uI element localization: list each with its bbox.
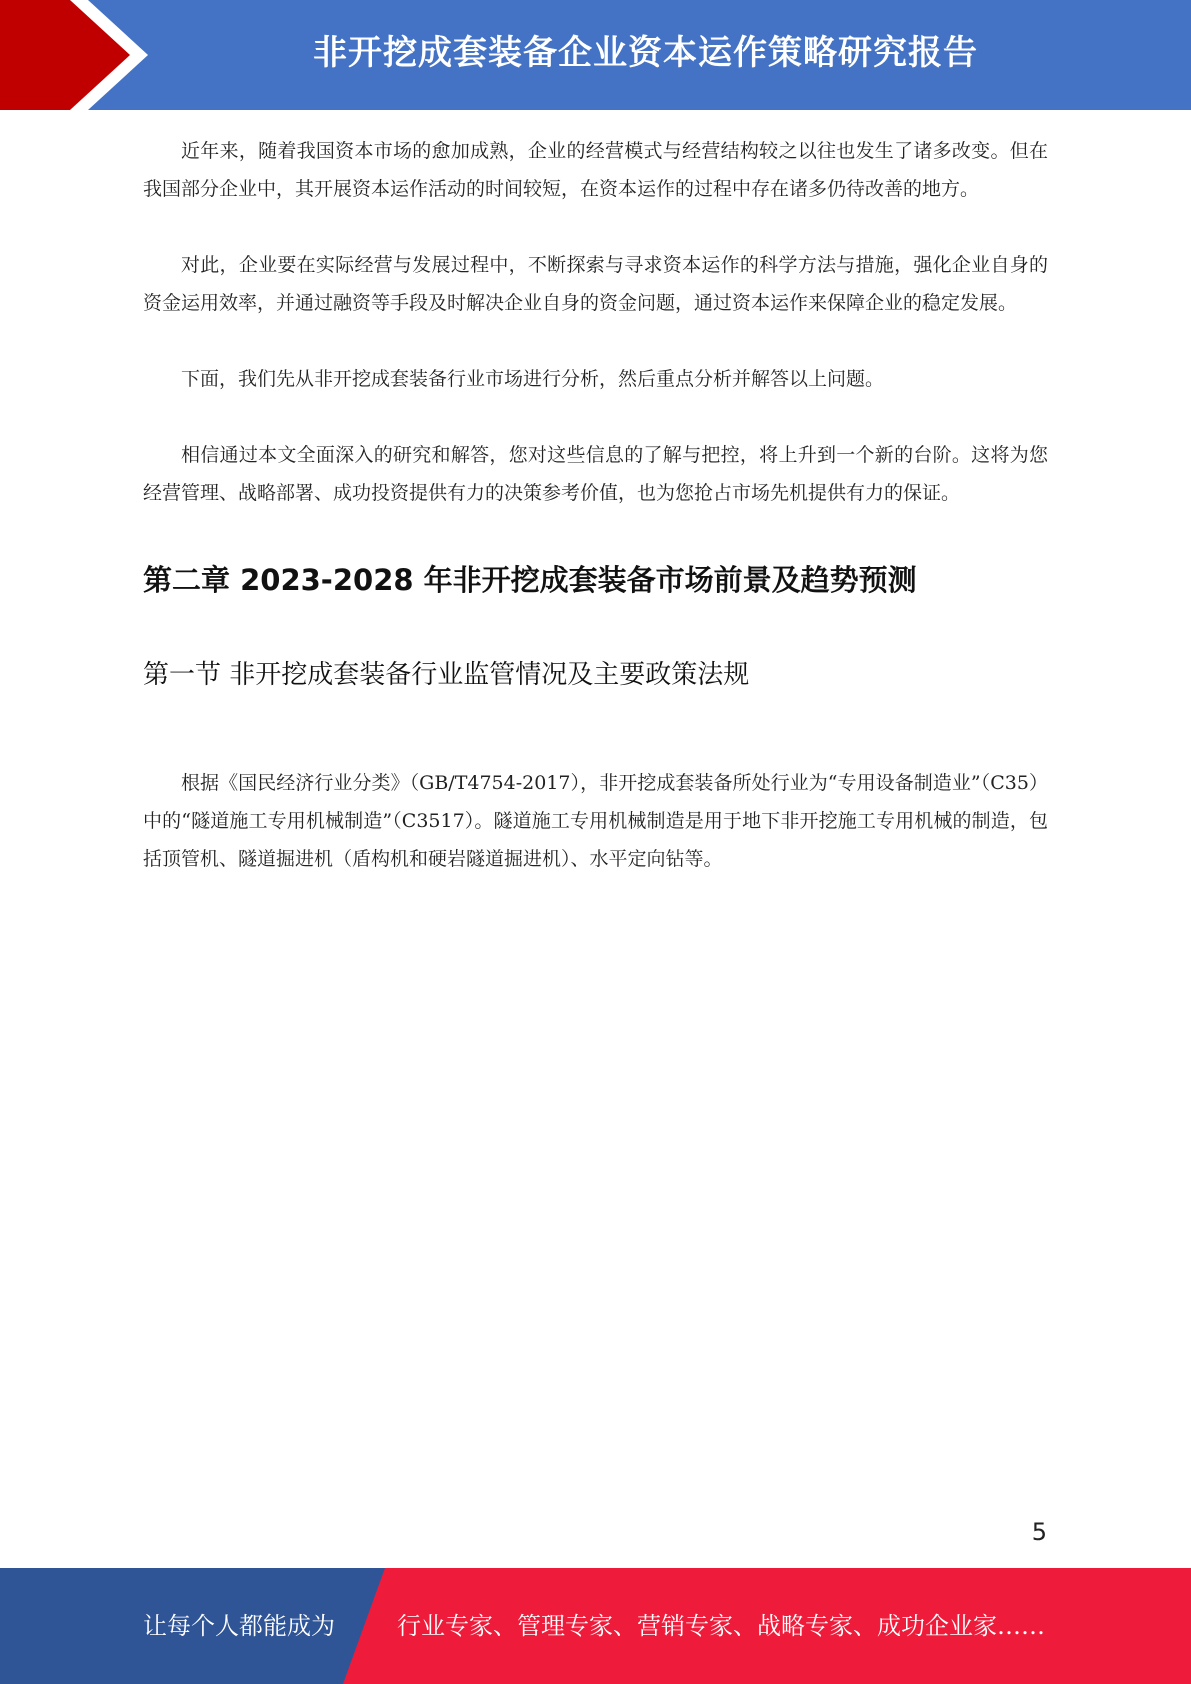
red-chevron-arrow-icon xyxy=(0,0,160,110)
section-paragraph: 根据《国民经济行业分类》（GB/T4754-2017），非开挖成套装备所处行业为“专用设备制造业”（C35）中的“隧道施工专用机械制造”（C3517）。隧道施工专用机械制造是用于地下非开挖施工专用机械的制造，包括顶管机、隧道掘进机（盾构机和硬岩隧道掘进机）、水平定向钻等。 xyxy=(143,772,1048,870)
intro-paragraph-3: 下面，我们先从非开挖成套装备行业市场进行分析，然后重点分析并解答以上问题。 xyxy=(181,368,885,390)
section-heading: 第一节 非开挖成套装备行业监管情况及主要政策法规 xyxy=(143,660,750,690)
footer-slogan-right: 行业专家、管理专家、营销专家、战略专家、成功企业家…… xyxy=(397,1612,1045,1640)
footer-slogan-left: 让每个人都能成为 xyxy=(143,1612,335,1640)
page-header xyxy=(0,0,1191,110)
intro-paragraph-2: 对此，企业要在实际经营与发展过程中，不断探索与寻求资本运作的科学方法与措施，强化企业自身的资金运用效率，并通过融资等手段及时解决企业自身的资金问题，通过资本运作来保障企业的稳定发展。 xyxy=(143,254,1048,314)
page-number: 5 xyxy=(1031,1518,1047,1546)
report-title: 非开挖成套装备企业资本运作策略研究报告 xyxy=(313,33,978,73)
page-footer xyxy=(0,1568,1191,1684)
chapter-heading: 第二章 2023-2028 年非开挖成套装备市场前景及趋势预测 xyxy=(143,563,917,597)
intro-paragraph-1: 近年来，随着我国资本市场的愈加成熟，企业的经营模式与经营结构较之以往也发生了诸多改变。但在我国部分企业中，其开展资本运作活动的时间较短，在资本运作的过程中存在诸多仍待改善的地方。 xyxy=(143,140,1048,200)
report-body xyxy=(143,132,1048,878)
intro-paragraph-4: 相信通过本文全面深入的研究和解答，您对这些信息的了解与把控，将上升到一个新的台阶。这将为您经营管理、战略部署、成功投资提供有力的决策参考价值，也为您抢占市场先机提供有力的保证。 xyxy=(143,444,1048,504)
